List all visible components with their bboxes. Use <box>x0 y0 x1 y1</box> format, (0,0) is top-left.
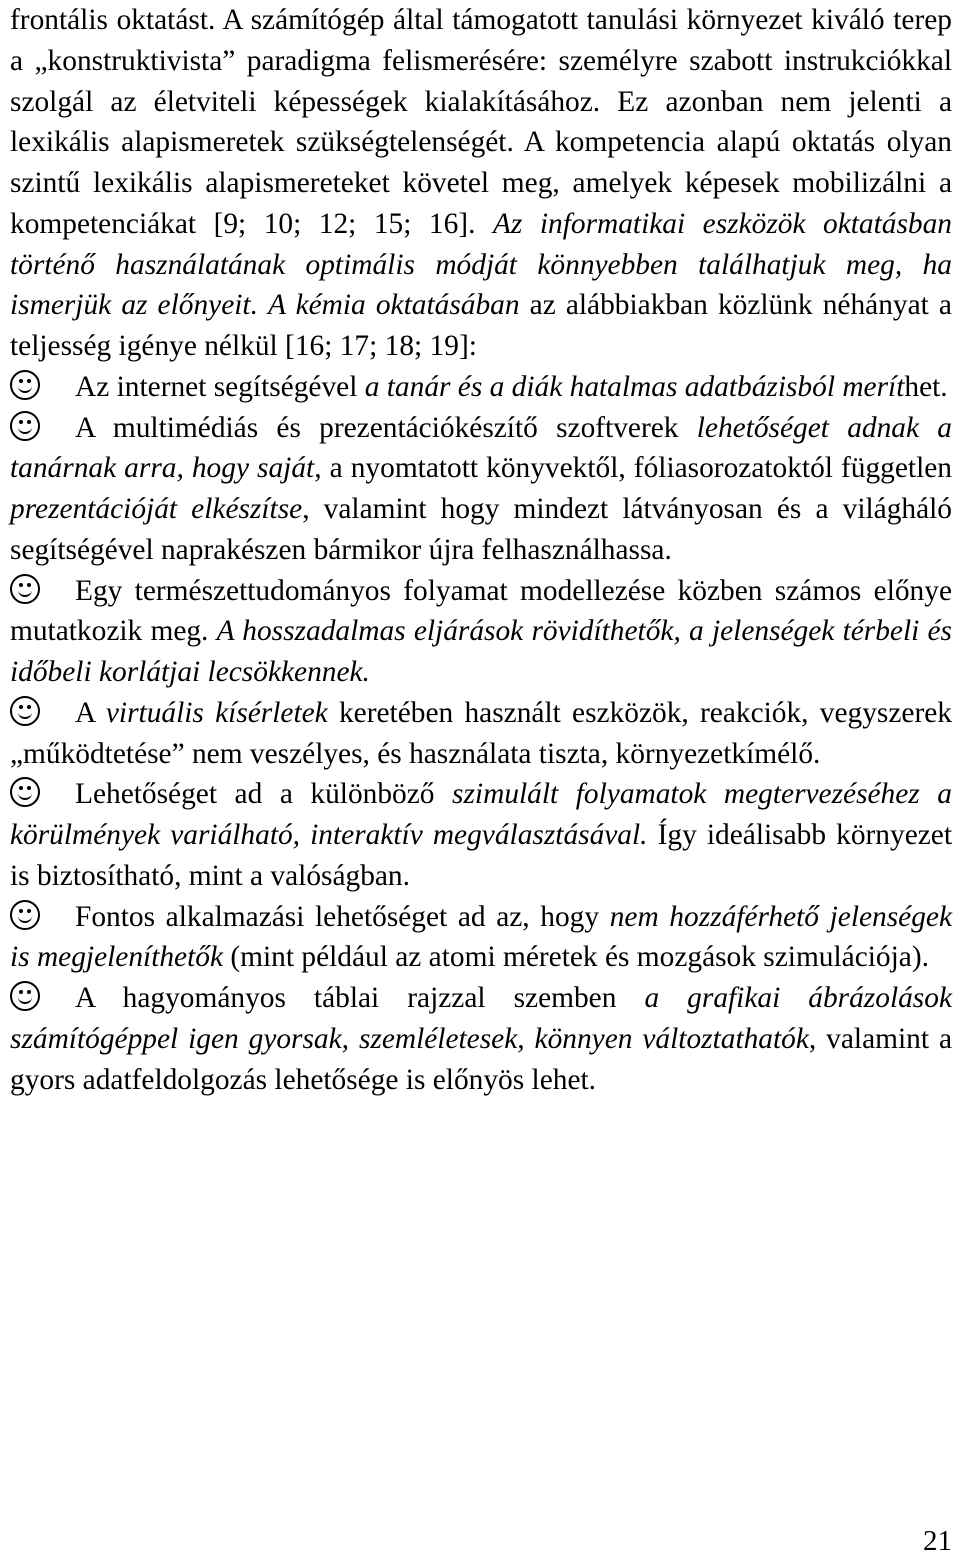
list-item-italic-text: szimulált folyamatok megtervezéséhez a körülmények variálható, interaktív megválasztásával. <box>10 778 952 851</box>
page-body <box>10 0 952 1100</box>
list-item-text: Egy természettudományos folyamat modellezése közben számos előnye mutatkozik meg. <box>10 574 952 648</box>
list-item-text: , valamint hogy mindezt látványosan és a világháló segítségével naprakészen bármikor újra felhasználhassa. <box>10 493 952 566</box>
list-item-italic-text: A hosszadalmas eljárások rövidíthetők, a jelenségek térbeli és időbeli korlátjai lecsökkennek. <box>10 615 952 688</box>
page-number: 21 <box>923 1525 952 1557</box>
smiley-icon <box>10 370 40 400</box>
list-item-text: , valamint a gyors adatfeldolgozás lehetősége is előnyös lehet. <box>10 1022 952 1096</box>
list-item <box>10 693 952 775</box>
list-item-text: Az internet segítségével <box>75 370 365 403</box>
smiley-icon <box>10 411 40 441</box>
list-item-text: (mint például az atomi méretek és mozgások szimulációja). <box>223 941 929 974</box>
list-item <box>10 367 952 408</box>
smiley-icon <box>10 981 40 1011</box>
intro-text: frontális oktatást. A számítógép által támogatott tanulási környezet kiváló terep a „konstruktivista” paradigma felismerésére: személyre szabott instrukciókkal szolgál az életviteli képességek kialakításához. Ez azonban nem jelenti a lexikális alapismeretek szükségtelenségét. A kompetencia alapú oktatás olyan szintű lexikális alapismereteket követel meg, amelyek képesek mobilizálni a kompetenciákat [9; 10; 12; 15; 16]. <box>10 4 952 240</box>
intro-text: az alábbiakban közlünk néhányat a teljesség igénye nélkül [16; 17; 18; 19]: <box>10 289 952 362</box>
smiley-icon <box>10 696 40 726</box>
list-item-italic-text: prezentációját elkészítse <box>10 493 303 525</box>
list-item <box>10 408 952 571</box>
smiley-icon <box>10 777 40 807</box>
intro-italic-text: Az informatikai eszközök oktatásban történő használatának optimális módját könnyebben találhatjuk meg, ha ismerjük az előnyeit. <box>10 207 953 322</box>
list-item-text: , a nyomtatott könyvektől, fóliasorozatoktól független <box>314 452 952 485</box>
list-item-italic-text: a tanár és a diák hatalmas adatbázisból merít <box>364 370 905 403</box>
list-item <box>10 897 952 979</box>
list-item-text: keretében használt eszközök, reakciók, vegyszerek „működtetése” nem veszélyes, és használata tiszta, környezetkímélő. <box>10 696 952 770</box>
list-item <box>10 571 952 693</box>
list-item-text: Lehetőséget ad a különböző <box>75 778 453 811</box>
intro-italic-text: A kémia oktatásában <box>268 289 520 322</box>
list-item-text: A <box>75 696 106 729</box>
list-item-text: A multimédiás és prezentációkészítő szoftverek <box>75 411 697 444</box>
smiley-icon <box>10 900 40 930</box>
list-item-text: Így ideálisabb környezet is biztosítható, mint a valóságban. <box>10 819 952 892</box>
list-item <box>10 774 952 896</box>
list-item-italic-text: virtuális kísérletek <box>105 696 328 729</box>
list-item-italic-text: nem hozzáférhető jelenségek is megjeleníthetők <box>10 900 952 974</box>
list-item-text: het. <box>904 370 948 403</box>
list-item-text: A hagyományos táblai rajzzal szemben <box>75 982 645 1014</box>
smiley-icon <box>10 574 40 604</box>
list-item-text: Fontos alkalmazási lehetőséget ad az, hogy <box>75 900 610 933</box>
intro-paragraph <box>10 0 952 367</box>
list-item <box>10 978 952 1100</box>
list-item-italic-text: a grafikai ábrázolások számítógéppel igen gyorsak, szemléletesek, könnyen változtathatók <box>10 982 952 1055</box>
list-item-italic-text: lehetőséget adnak a tanárnak arra, hogy saját <box>10 411 952 485</box>
